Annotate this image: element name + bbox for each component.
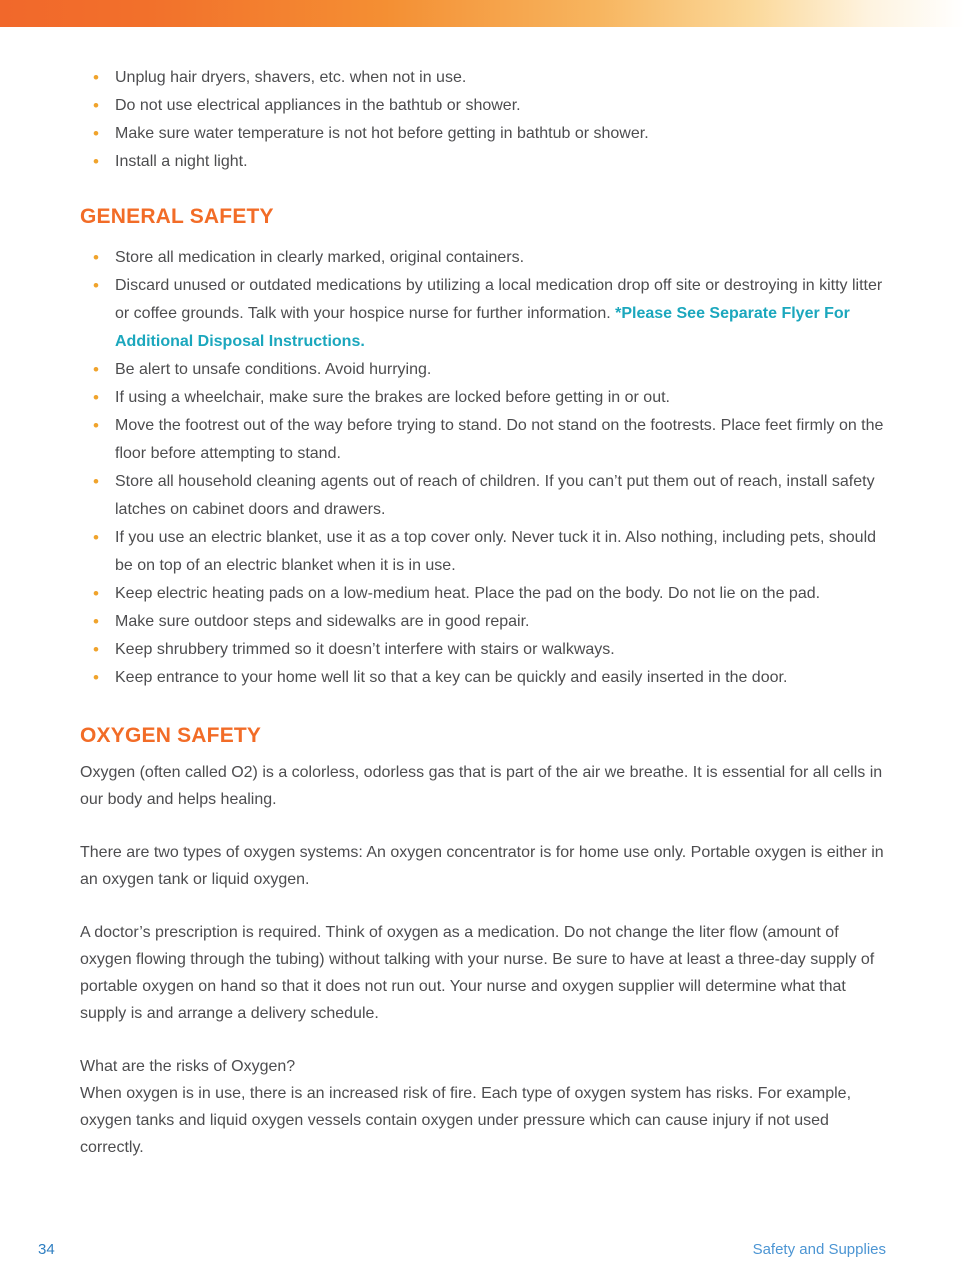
- section-heading-general-safety: GENERAL SAFETY: [80, 205, 274, 228]
- general-safety-bullet-list: [80, 244, 886, 692]
- body-paragraph: A doctor’s prescription is required. Think of oxygen as a medication. Do not change the liter flow (amount of oxygen flowing through the tubing) without talking with your nurse. Be sure to have at least a three-day supply of portable oxygen on hand so that it does not run out. Your nurse and oxygen supplier will determine what that supply is and arrange a delivery schedule.: [80, 924, 875, 1022]
- bullet-item: [80, 468, 886, 524]
- bullet-dot-icon: •: [93, 668, 99, 687]
- page-footer: [38, 1241, 886, 1258]
- bullet-dot-icon: •: [93, 152, 99, 171]
- bullet-text: Make sure outdoor steps and sidewalks are in good repair.: [115, 613, 530, 630]
- bullet-item: [80, 356, 886, 384]
- disposal-flyer-note: *Please See Separate Flyer For Additional Disposal Instructions.: [115, 305, 850, 350]
- bullet-item: [80, 244, 886, 272]
- bullet-item: [80, 664, 886, 692]
- body-paragraph: What are the risks of Oxygen? When oxygen is in use, there is an increased risk of fire. Each type of oxygen system has risks. For example, oxygen tanks and liquid oxygen vessels contain oxygen under pressure which can cause injury if not used correctly.: [80, 1058, 852, 1156]
- bullet-text: Keep shrubbery trimmed so it doesn’t interfere with stairs or walkways.: [115, 641, 615, 658]
- bullet-dot-icon: •: [93, 96, 99, 115]
- bullet-item: [80, 608, 886, 636]
- bullet-text: Move the footrest out of the way before trying to stand. Do not stand on the footrests. Place feet firmly on the floor before attempting to stand.: [115, 417, 884, 462]
- bullet-text: Keep electric heating pads on a low-medium heat. Place the pad on the body. Do not lie on the pad.: [115, 585, 821, 602]
- bullet-item: [80, 64, 886, 92]
- bullet-item: [80, 580, 886, 608]
- bullet-text: Discard unused or outdated medications by utilizing a local medication drop off site or destroying in kitty litter or coffee grounds. Talk with your hospice nurse for further information.: [115, 277, 883, 322]
- bullet-dot-icon: •: [93, 472, 99, 491]
- body-paragraph: There are two types of oxygen systems: An oxygen concentrator is for home use only. Portable oxygen is either in an oxygen tank or liquid oxygen.: [80, 844, 884, 888]
- bullet-text: Store all household cleaning agents out of reach of children. If you can’t put them out of reach, install safety latches on cabinet doors and drawers.: [115, 473, 875, 518]
- bathroom-safety-bullet-list: [80, 64, 886, 176]
- page-number: 34: [38, 1241, 55, 1258]
- bullet-dot-icon: •: [93, 528, 99, 547]
- bullet-dot-icon: •: [93, 640, 99, 659]
- bullet-dot-icon: •: [93, 248, 99, 267]
- bullet-text: Keep entrance to your home well lit so that a key can be quickly and easily inserted in the door.: [115, 669, 788, 686]
- bullet-item: [80, 412, 886, 468]
- bullet-item: [80, 120, 886, 148]
- bullet-text: Install a night light.: [115, 153, 248, 170]
- bullet-item: [80, 384, 886, 412]
- bullet-item: [80, 636, 886, 664]
- bullet-item: [80, 92, 886, 120]
- bullet-text: Be alert to unsafe conditions. Avoid hurrying.: [115, 361, 432, 378]
- bullet-dot-icon: •: [93, 360, 99, 379]
- bullet-dot-icon: •: [93, 68, 99, 87]
- bullet-text: If you use an electric blanket, use it as a top cover only. Never tuck it in. Also nothing, including pets, should be on top of an electric blanket when it is in use.: [115, 529, 877, 574]
- section-heading-oxygen-safety: OXYGEN SAFETY: [80, 724, 262, 747]
- bullet-dot-icon: •: [93, 612, 99, 631]
- bullet-dot-icon: •: [93, 388, 99, 407]
- bullet-text: Do not use electrical appliances in the bathtub or shower.: [115, 97, 521, 114]
- bullet-dot-icon: •: [93, 584, 99, 603]
- page-content: [0, 27, 965, 1161]
- bullet-text: Unplug hair dryers, shavers, etc. when not in use.: [115, 69, 467, 86]
- body-paragraph: Oxygen (often called O2) is a colorless, odorless gas that is part of the air we breathe. It is essential for all cells in our body and helps healing.: [80, 764, 883, 808]
- header-gradient-bar: [0, 0, 965, 27]
- bullet-item: [80, 524, 886, 580]
- bullet-dot-icon: •: [93, 416, 99, 435]
- bullet-text: Make sure water temperature is not hot before getting in bathtub or shower.: [115, 125, 649, 142]
- footer-section-label: Safety and Supplies: [752, 1241, 886, 1258]
- bullet-text: If using a wheelchair, make sure the brakes are locked before getting in or out.: [115, 389, 670, 406]
- bullet-dot-icon: •: [93, 276, 99, 295]
- bullet-text: Store all medication in clearly marked, original containers.: [115, 249, 525, 266]
- oxygen-safety-paragraphs: [80, 759, 886, 1161]
- bullet-dot-icon: •: [93, 124, 99, 143]
- bullet-item: [80, 148, 886, 176]
- bullet-item: [80, 272, 886, 356]
